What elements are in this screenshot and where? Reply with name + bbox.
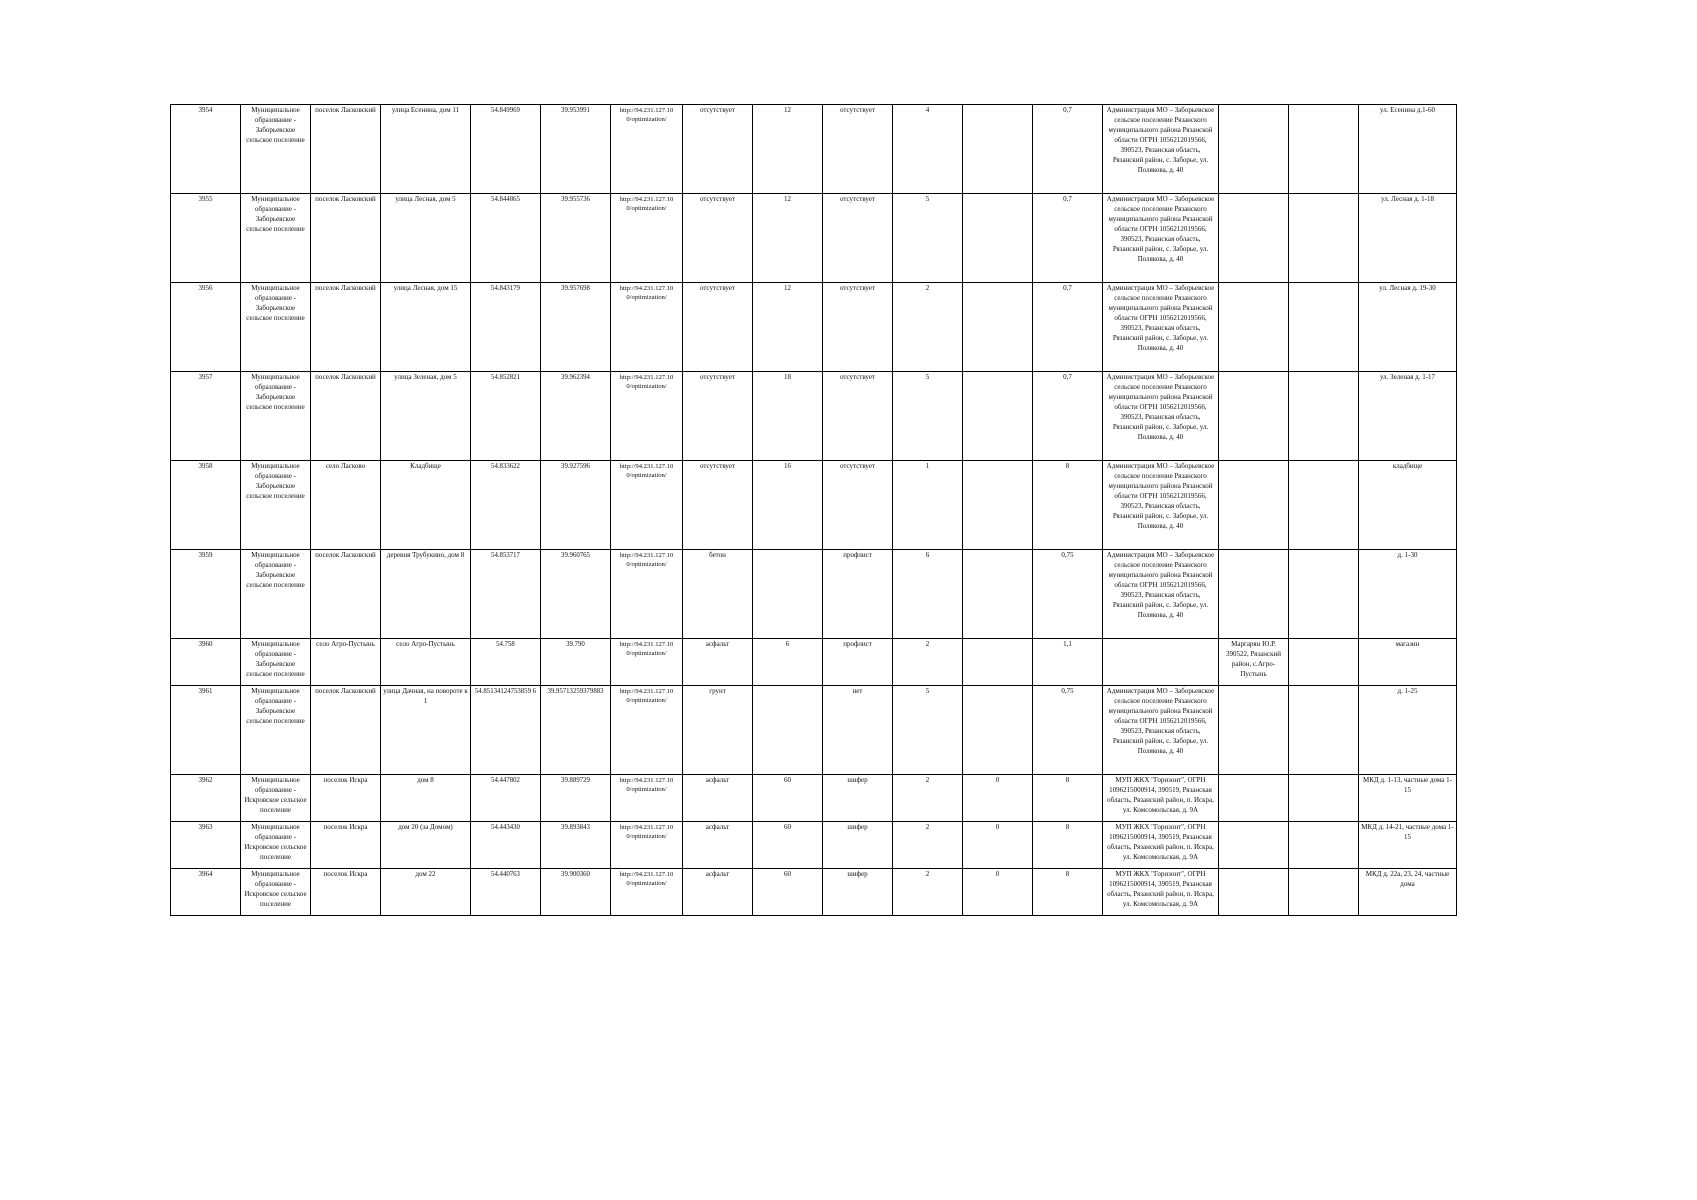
cell-other-owner (1219, 686, 1289, 775)
cell-settlement: поселок Ласковский (311, 105, 381, 194)
cell-fence-type: профлист (823, 550, 893, 639)
cell-map-link: http://94.231.127.10 0/optimization/ (611, 639, 683, 686)
cell-map-link: http://94.231.127.10 0/optimization/ (611, 686, 683, 775)
cell-surface-type: бетон (683, 550, 753, 639)
cell-area: 60 (753, 822, 823, 869)
cell-latitude: 54.853717 (471, 550, 541, 639)
cell-settlement: поселок Ласковский (311, 283, 381, 372)
cell-container-volume: 8 (1033, 461, 1103, 550)
cell-map-link: http://94.231.127.10 0/optimization/ (611, 283, 683, 372)
cell-extra (1289, 639, 1359, 686)
cell-waste-sources: магазин (1359, 639, 1457, 686)
cell-address: улица Зеленая, дом 5 (381, 372, 471, 461)
cell-other-owner (1219, 283, 1289, 372)
cell-latitude: 54.843179 (471, 283, 541, 372)
cell-surface-type: отсутствует (683, 105, 753, 194)
cell-settlement: село Ласково (311, 461, 381, 550)
cell-container-count: 6 (893, 550, 963, 639)
cell-extra (1289, 869, 1359, 916)
cell-area: 12 (753, 194, 823, 283)
cell-owner: Администрация МО – Заборьевское сельское поселение Рязанского муниципального района Рязанской области ОГРН 1056212019566, 390523, Рязанская область, Рязанский район, с. Заборье, ул. Полякова, д. 40 (1103, 550, 1219, 639)
cell-bunker-count (963, 372, 1033, 461)
cell-area: 60 (753, 869, 823, 916)
cell-longitude: 39.790 (541, 639, 611, 686)
cell-bunker-count (963, 194, 1033, 283)
cell-container-volume: 0,7 (1033, 372, 1103, 461)
cell-other-owner (1219, 822, 1289, 869)
cell-address: дом 20 (за Домом) (381, 822, 471, 869)
cell-extra (1289, 775, 1359, 822)
cell-waste-sources: ул. Лесная д. 1-18 (1359, 194, 1457, 283)
cell-waste-sources: ул. Лесная д. 19-30 (1359, 283, 1457, 372)
cell-bunker-count (963, 550, 1033, 639)
cell-longitude: 39.95713259379883 (541, 686, 611, 775)
cell-owner: МУП ЖКХ "Горизонт", ОГРН 1096215000914, 390519, Рязанская область, Рязанский район, п. Искра, ул. Комсомольская, д. 9А (1103, 822, 1219, 869)
cell-surface-type: отсутствует (683, 283, 753, 372)
cell-municipality: Муниципальное образование - Искровское сельское поселение (241, 869, 311, 916)
cell-longitude: 39.957698 (541, 283, 611, 372)
cell-settlement: поселок Искра (311, 869, 381, 916)
cell-other-owner (1219, 194, 1289, 283)
cell-latitude: 54.447802 (471, 775, 541, 822)
cell-map-link: http://94.231.127.10 0/optimization/ (611, 869, 683, 916)
cell-latitude: 54.849969 (471, 105, 541, 194)
cell-fence-type: отсутствует (823, 283, 893, 372)
cell-settlement: село Агро-Пустынь (311, 639, 381, 686)
cell-area: 12 (753, 105, 823, 194)
cell-address: дом 8 (381, 775, 471, 822)
cell-row-number: 3962 (171, 775, 241, 822)
cell-container-count: 2 (893, 775, 963, 822)
cell-area: 6 (753, 639, 823, 686)
document-page (170, 104, 1457, 916)
cell-container-volume: 0,7 (1033, 194, 1103, 283)
cell-other-owner (1219, 372, 1289, 461)
cell-other-owner (1219, 775, 1289, 822)
cell-row-number: 3958 (171, 461, 241, 550)
cell-latitude: 54.844865 (471, 194, 541, 283)
cell-address: деревня Трубукино, дом 8 (381, 550, 471, 639)
cell-address: улица Лесная, дом 5 (381, 194, 471, 283)
cell-fence-type: отсутствует (823, 372, 893, 461)
cell-other-owner (1219, 105, 1289, 194)
cell-container-count: 2 (893, 869, 963, 916)
cell-container-volume: 0,75 (1033, 686, 1103, 775)
cell-extra (1289, 822, 1359, 869)
cell-latitude: 54.758 (471, 639, 541, 686)
cell-extra (1289, 283, 1359, 372)
cell-address: Кладбище (381, 461, 471, 550)
table-row (171, 283, 1457, 372)
cell-surface-type: асфальт (683, 639, 753, 686)
cell-map-link: http://94.231.127.10 0/optimization/ (611, 105, 683, 194)
cell-row-number: 3956 (171, 283, 241, 372)
cell-area: 18 (753, 372, 823, 461)
cell-container-count: 5 (893, 194, 963, 283)
cell-fence-type: отсутствует (823, 105, 893, 194)
cell-address: улица Есенина, дом 11 (381, 105, 471, 194)
cell-area: 16 (753, 461, 823, 550)
cell-surface-type: асфальт (683, 822, 753, 869)
cell-container-volume: 1,1 (1033, 639, 1103, 686)
cell-longitude: 39.962394 (541, 372, 611, 461)
cell-fence-type: шифер (823, 775, 893, 822)
cell-row-number: 3963 (171, 822, 241, 869)
cell-container-count: 1 (893, 461, 963, 550)
cell-latitude: 54.833622 (471, 461, 541, 550)
cell-municipality: Муниципальное образование - Заборьевское сельское поселение (241, 550, 311, 639)
cell-row-number: 3955 (171, 194, 241, 283)
cell-extra (1289, 105, 1359, 194)
cell-container-volume: 8 (1033, 822, 1103, 869)
cell-latitude: 54.440763 (471, 869, 541, 916)
cell-surface-type: отсутствует (683, 194, 753, 283)
cell-bunker-count (963, 283, 1033, 372)
cell-bunker-count: 0 (963, 869, 1033, 916)
cell-area (753, 550, 823, 639)
cell-owner: Администрация МО – Заборьевское сельское поселение Рязанского муниципального района Рязанской области ОГРН 1056212019566, 390523, Рязанская область, Рязанский район, с. Заборье, ул. Полякова, д. 40 (1103, 105, 1219, 194)
waste-sites-registry-table (170, 104, 1457, 916)
cell-surface-type: асфальт (683, 869, 753, 916)
cell-container-volume: 8 (1033, 869, 1103, 916)
cell-owner: Администрация МО – Заборьевское сельское поселение Рязанского муниципального района Рязанской области ОГРН 1056212019566, 390523, Рязанская область, Рязанский район, с. Заборье, ул. Полякова, д. 40 (1103, 194, 1219, 283)
cell-map-link: http://94.231.127.10 0/optimization/ (611, 775, 683, 822)
cell-settlement: поселок Ласковский (311, 686, 381, 775)
cell-other-owner (1219, 550, 1289, 639)
cell-settlement: поселок Ласковский (311, 194, 381, 283)
cell-owner: Администрация МО – Заборьевское сельское поселение Рязанского муниципального района Рязанской области ОГРН 1056212019566, 390523, Рязанская область, Рязанский район, с. Заборье, ул. Полякова, д. 40 (1103, 686, 1219, 775)
cell-latitude: 54.852821 (471, 372, 541, 461)
cell-container-count: 2 (893, 639, 963, 686)
cell-owner: МУП ЖКХ "Горизонт", ОГРН 1096215000914, 390519, Рязанская область, Рязанский район, п. Искра, ул. Комсомольская, д. 9А (1103, 775, 1219, 822)
table-row (171, 639, 1457, 686)
cell-fence-type: нет (823, 686, 893, 775)
cell-address: улица Лесная, дом 15 (381, 283, 471, 372)
cell-map-link: http://94.231.127.10 0/optimization/ (611, 372, 683, 461)
cell-other-owner (1219, 869, 1289, 916)
cell-row-number: 3964 (171, 869, 241, 916)
cell-extra (1289, 194, 1359, 283)
table-row (171, 105, 1457, 194)
cell-bunker-count (963, 461, 1033, 550)
cell-owner (1103, 639, 1219, 686)
table-row (171, 869, 1457, 916)
cell-row-number: 3961 (171, 686, 241, 775)
cell-row-number: 3959 (171, 550, 241, 639)
cell-longitude: 39.900360 (541, 869, 611, 916)
cell-owner: Администрация МО – Заборьевское сельское поселение Рязанского муниципального района Рязанской области ОГРН 1056212019566, 390523, Рязанская область, Рязанский район, с. Заборье, ул. Полякова, д. 40 (1103, 461, 1219, 550)
cell-container-count: 5 (893, 686, 963, 775)
cell-latitude: 54.85134124753859 6 (471, 686, 541, 775)
cell-bunker-count: 0 (963, 822, 1033, 869)
cell-owner: Администрация МО – Заборьевское сельское поселение Рязанского муниципального района Рязанской области ОГРН 1056212019566, 390523, Рязанская область, Рязанский район, с. Заборье, ул. Полякова, д. 40 (1103, 372, 1219, 461)
cell-owner: Администрация МО – Заборьевское сельское поселение Рязанского муниципального района Рязанской области ОГРН 1056212019566, 390523, Рязанская область, Рязанский район, с. Заборье, ул. Полякова, д. 40 (1103, 283, 1219, 372)
cell-waste-sources: МКД д. 1-13, частные дома 1-15 (1359, 775, 1457, 822)
cell-address: дом 22 (381, 869, 471, 916)
cell-municipality: Муниципальное образование - Заборьевское сельское поселение (241, 194, 311, 283)
cell-bunker-count (963, 105, 1033, 194)
cell-surface-type: грунт (683, 686, 753, 775)
cell-extra (1289, 372, 1359, 461)
cell-waste-sources: МКД д. 14-21, частные дома 1-15 (1359, 822, 1457, 869)
table-row (171, 822, 1457, 869)
table-row (171, 194, 1457, 283)
cell-municipality: Муниципальное образование - Искровское сельское поселение (241, 822, 311, 869)
cell-municipality: Муниципальное образование - Заборьевское сельское поселение (241, 639, 311, 686)
cell-surface-type: асфальт (683, 775, 753, 822)
cell-municipality: Муниципальное образование - Заборьевское сельское поселение (241, 461, 311, 550)
cell-waste-sources: кладбище (1359, 461, 1457, 550)
cell-extra (1289, 686, 1359, 775)
cell-owner: МУП ЖКХ "Горизонт", ОГРН 1096215000914, 390519, Рязанская область, Рязанский район, п. Искра, ул. Комсомольская, д. 9А (1103, 869, 1219, 916)
cell-map-link: http://94.231.127.10 0/optimization/ (611, 461, 683, 550)
cell-waste-sources: ул. Есенина д.1-60 (1359, 105, 1457, 194)
cell-municipality: Муниципальное образование - Искровское сельское поселение (241, 775, 311, 822)
cell-waste-sources: д. 1-30 (1359, 550, 1457, 639)
cell-settlement: поселок Искра (311, 822, 381, 869)
cell-map-link: http://94.231.127.10 0/optimization/ (611, 194, 683, 283)
cell-row-number: 3960 (171, 639, 241, 686)
cell-fence-type: профлист (823, 639, 893, 686)
cell-row-number: 3954 (171, 105, 241, 194)
cell-container-count: 2 (893, 822, 963, 869)
table-row (171, 686, 1457, 775)
cell-container-count: 4 (893, 105, 963, 194)
registry-body (171, 105, 1457, 916)
cell-row-number: 3957 (171, 372, 241, 461)
cell-map-link: http://94.231.127.10 0/optimization/ (611, 822, 683, 869)
cell-area (753, 686, 823, 775)
cell-extra (1289, 461, 1359, 550)
cell-area: 12 (753, 283, 823, 372)
cell-municipality: Муниципальное образование - Заборьевское сельское поселение (241, 283, 311, 372)
cell-longitude: 39.953991 (541, 105, 611, 194)
cell-settlement: поселок Ласковский (311, 372, 381, 461)
table-row (171, 550, 1457, 639)
cell-surface-type: отсутствует (683, 372, 753, 461)
cell-settlement: поселок Ласковский (311, 550, 381, 639)
cell-area: 60 (753, 775, 823, 822)
cell-longitude: 39.960765 (541, 550, 611, 639)
cell-container-count: 5 (893, 372, 963, 461)
cell-address: улица Дачная, на повороте к 1 (381, 686, 471, 775)
cell-latitude: 54.443430 (471, 822, 541, 869)
cell-bunker-count: 0 (963, 775, 1033, 822)
cell-surface-type: отсутствует (683, 461, 753, 550)
cell-bunker-count (963, 686, 1033, 775)
table-row (171, 461, 1457, 550)
cell-municipality: Муниципальное образование - Заборьевское сельское поселение (241, 105, 311, 194)
cell-bunker-count (963, 639, 1033, 686)
cell-waste-sources: ул. Зеленая д. 1-17 (1359, 372, 1457, 461)
cell-container-volume: 0,75 (1033, 550, 1103, 639)
cell-map-link: http://94.231.127.10 0/optimization/ (611, 550, 683, 639)
cell-longitude: 39.893843 (541, 822, 611, 869)
cell-container-volume: 0,7 (1033, 283, 1103, 372)
cell-waste-sources: МКД д. 22а, 23, 24, частные дома (1359, 869, 1457, 916)
cell-municipality: Муниципальное образование - Заборьевское сельское поселение (241, 686, 311, 775)
cell-other-owner (1219, 461, 1289, 550)
table-row (171, 775, 1457, 822)
cell-settlement: поселок Искра (311, 775, 381, 822)
cell-fence-type: отсутствует (823, 194, 893, 283)
cell-other-owner: Маргарян Ю.Р. 390522, Рязанский район, с.Агро-Пустынь (1219, 639, 1289, 686)
cell-extra (1289, 550, 1359, 639)
cell-longitude: 39.927596 (541, 461, 611, 550)
cell-waste-sources: д. 1-25 (1359, 686, 1457, 775)
cell-municipality: Муниципальное образование - Заборьевское сельское поселение (241, 372, 311, 461)
cell-longitude: 39.955736 (541, 194, 611, 283)
cell-container-volume: 0,7 (1033, 105, 1103, 194)
cell-container-volume: 8 (1033, 775, 1103, 822)
cell-longitude: 39.889729 (541, 775, 611, 822)
cell-fence-type: отсутствует (823, 461, 893, 550)
cell-fence-type: шифер (823, 822, 893, 869)
cell-address: село Агро-Пустынь (381, 639, 471, 686)
cell-container-count: 2 (893, 283, 963, 372)
table-row (171, 372, 1457, 461)
cell-fence-type: шифер (823, 869, 893, 916)
